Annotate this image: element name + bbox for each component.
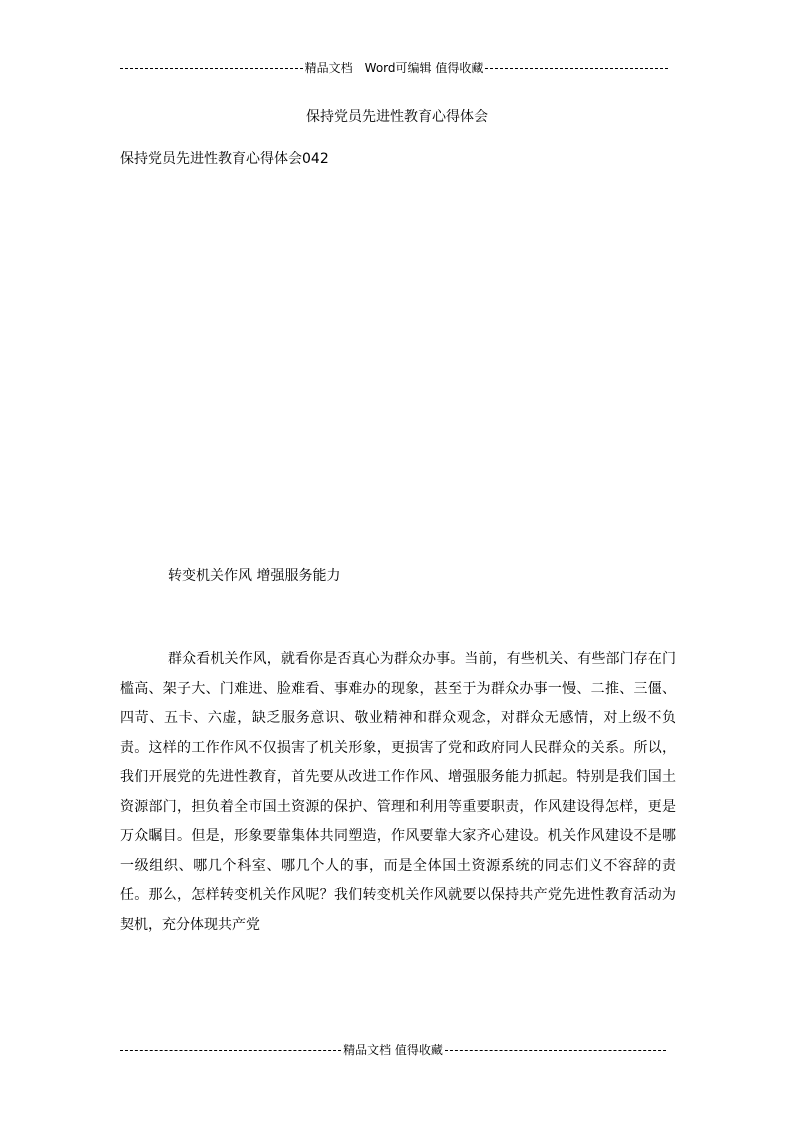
section-heading: 转变机关作风 增强服务能力 <box>168 568 341 584</box>
header-dash-right <box>485 68 668 69</box>
document-title: 保持党员先进性教育心得体会 <box>306 109 488 125</box>
footer-dash-right <box>445 1050 666 1051</box>
document-subtitle: 保持党员先进性教育心得体会042 <box>120 151 329 167</box>
page-header <box>120 59 668 77</box>
header-dash-left <box>120 68 303 69</box>
footer-text: 精品文档 值得收藏 <box>343 1043 443 1057</box>
page-footer <box>120 1041 666 1059</box>
header-text: 精品文档 Word可编辑 值得收藏 <box>304 61 484 75</box>
footer-dash-left <box>120 1050 341 1051</box>
body-paragraph: 群众看机关作风，就看你是否真心为群众办事。当前，有些机关、有些部门存在门槛高、架子大、门难进、脸难看、事难办的现象，甚至于为群众办事一慢、二推、三僵、四苛、五卡、六虚，缺乏服务意识、敬业精神和群众观念，对群众无感情，对上级不负责。这样的工作作风不仅损害了机关形象，更损害了党和政府同人民群众的关系。所以，我们开展党的先进性教育，首先要从改进工作作风、增强服务能力抓起。特别是我们国土资源部门，担负着全市国土资源的保护、管理和利用等重要职责，作风建设得怎样，更是万众瞩目。但是，形象要靠集体共同塑造，作风要靠大家齐心建设。机关作风建设不是哪一级组织、哪几个科室、哪几个人的事，而是全体国土资源系统的同志们义不容辞的责任。那么，怎样转变机关作风呢？我们转变机关作风就要以保持共产党先进性教育活动为契机，充分体现共产党 <box>120 651 676 933</box>
